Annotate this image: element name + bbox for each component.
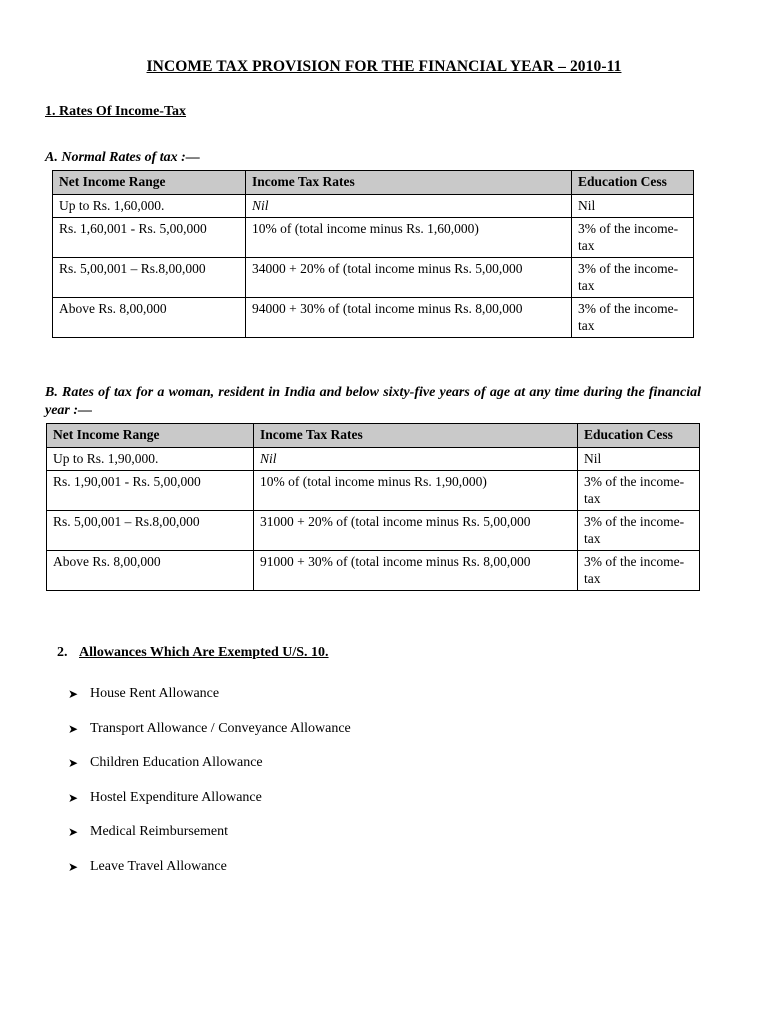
- tax-rate-cell: 10% of (total income minus Rs. 1,60,000): [246, 218, 572, 258]
- tax-rate-cell: 31000 + 20% of (total income minus Rs. 5,00,000: [254, 511, 578, 551]
- income-range-cell: Up to Rs. 1,90,000.: [47, 448, 254, 471]
- allowance-label: Leave Travel Allowance: [90, 858, 227, 874]
- section-2-number: 2.: [57, 645, 68, 660]
- section-2-title: Allowances Which Are Exempted U/S. 10.: [79, 645, 329, 660]
- list-item: [68, 755, 351, 790]
- list-item: [68, 790, 351, 825]
- column-header: Net Income Range: [53, 171, 246, 195]
- income-range-cell: Rs. 1,60,001 - Rs. 5,00,000: [53, 218, 246, 258]
- allowance-label: Children Education Allowance: [90, 755, 263, 771]
- list-item: [68, 859, 351, 894]
- education-cess-cell: 3% of the income-tax: [572, 298, 694, 338]
- tax-rate-cell: 91000 + 30% of (total income minus Rs. 8,00,000: [254, 551, 578, 591]
- table-row: [53, 258, 694, 298]
- income-range-cell: Rs. 5,00,001 – Rs.8,00,000: [53, 258, 246, 298]
- table-row: [53, 298, 694, 338]
- income-range-cell: Rs. 1,90,001 - Rs. 5,00,000: [47, 471, 254, 511]
- section-2-heading: [57, 645, 329, 661]
- normal-rates-table: [52, 170, 694, 338]
- income-range-cell: Rs. 5,00,001 – Rs.8,00,000: [47, 511, 254, 551]
- part-a-heading: A. Normal Rates of tax :—: [45, 150, 200, 165]
- tax-rate-cell: 94000 + 30% of (total income minus Rs. 8,00,000: [246, 298, 572, 338]
- education-cess-cell: 3% of the income-tax: [578, 551, 700, 591]
- tax-rate-cell: Nil: [254, 448, 578, 471]
- education-cess-cell: 3% of the income-tax: [572, 258, 694, 298]
- education-cess-cell: 3% of the income-tax: [572, 218, 694, 258]
- list-item: [68, 824, 351, 859]
- table-row: [47, 448, 700, 471]
- column-header: Education Cess: [572, 171, 694, 195]
- income-range-cell: Above Rs. 8,00,000: [47, 551, 254, 591]
- table-row: [47, 471, 700, 511]
- document-title: INCOME TAX PROVISION FOR THE FINANCIAL YEAR – 2010-11: [146, 58, 622, 75]
- income-range-cell: Up to Rs. 1,60,000.: [53, 195, 246, 218]
- education-cess-cell: 3% of the income-tax: [578, 471, 700, 511]
- column-header: Education Cess: [578, 424, 700, 448]
- list-item: [68, 721, 351, 756]
- table-row: [53, 218, 694, 258]
- arrowhead-bullet-icon: ➤: [68, 859, 79, 874]
- table-row: [47, 551, 700, 591]
- allowance-label: Transport Allowance / Conveyance Allowance: [90, 720, 351, 736]
- list-item: [68, 686, 351, 721]
- column-header: Net Income Range: [47, 424, 254, 448]
- section-1-heading: 1. Rates Of Income-Tax: [45, 104, 187, 119]
- education-cess-cell: Nil: [578, 448, 700, 471]
- woman-resident-rates-table: [46, 423, 700, 591]
- arrowhead-bullet-icon: ➤: [68, 687, 79, 701]
- exempted-allowances-list: [68, 686, 351, 894]
- table-row: [53, 195, 694, 218]
- column-header: Income Tax Rates: [254, 424, 578, 448]
- arrowhead-bullet-icon: ➤: [68, 825, 79, 840]
- arrowhead-bullet-icon: ➤: [68, 756, 79, 771]
- allowance-label: Medical Reimbursement: [90, 824, 229, 840]
- allowance-label: House Rent Allowance: [90, 686, 220, 701]
- table-row: [47, 511, 700, 551]
- education-cess-cell: 3% of the income-tax: [578, 511, 700, 551]
- table-header-row: [47, 424, 700, 448]
- tax-rate-cell: 34000 + 20% of (total income minus Rs. 5,00,000: [246, 258, 572, 298]
- column-header: Income Tax Rates: [246, 171, 572, 195]
- arrowhead-bullet-icon: ➤: [68, 721, 79, 736]
- income-range-cell: Above Rs. 8,00,000: [53, 298, 246, 338]
- allowance-label: Hostel Expenditure Allowance: [90, 789, 262, 805]
- part-b-heading: B. Rates of tax for a woman, resident in India and below sixty-five years of age at any time during the financial year :—: [45, 385, 701, 418]
- table-header-row: [53, 171, 694, 195]
- tax-rate-cell: 10% of (total income minus Rs. 1,90,000): [254, 471, 578, 511]
- education-cess-cell: Nil: [572, 195, 694, 218]
- arrowhead-bullet-icon: ➤: [68, 790, 79, 805]
- tax-rate-cell: Nil: [246, 195, 572, 218]
